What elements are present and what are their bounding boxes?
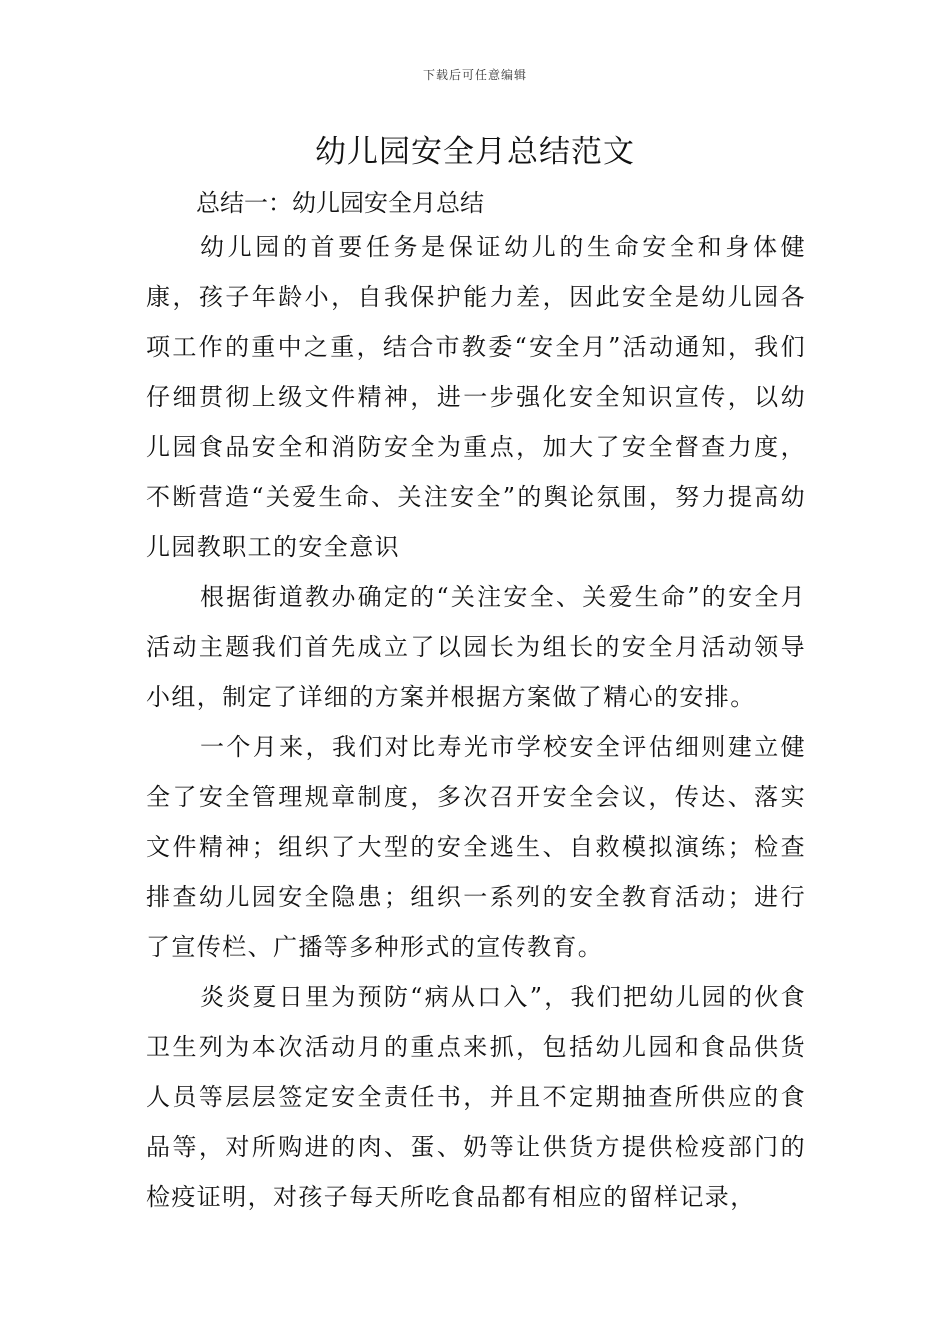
paragraph: 炎炎夏日里为预防“病从口入”，我们把幼儿园的伙食卫生列为本次活动月的重点来抓，包括幼儿园和食品供货人员等层层签定安全责任书，并且不定期抽查所供应的食品等，对所购进的肉、蛋、奶等让供货方提供检疫部门的检疫证明，对孩子每天所吃食品都有相应的留样记录， <box>146 983 806 1211</box>
section-heading: 总结一：幼儿园安全月总结 <box>196 189 484 217</box>
paragraph: 幼儿园的首要任务是保证幼儿的生命安全和身体健康，孩子年龄小，自我保护能力差，因此安全是幼儿园各项工作的重中之重，结合市教委“安全月”活动通知，我们仔细贯彻上级文件精神，进一步强化安全知识宣传，以幼儿园食品安全和消防安全为重点，加大了安全督查力度，不断营造“关爱生命、关注安全”的舆论氛围，努力提高幼儿园教职工的安全意识 <box>146 233 806 561</box>
paragraph: 根据街道教办确定的“关注安全、关爱生命”的安全月活动主题我们首先成立了以园长为组长的安全月活动领导小组，制定了详细的方案并根据方案做了精心的安排。 <box>146 583 806 711</box>
paragraph: 一个月来，我们对比寿光市学校安全评估细则建立健全了安全管理规章制度，多次召开安全会议，传达、落实文件精神；组织了大型的安全逃生、自救模拟演练；检查排查幼儿园安全隐患；组织一系列的安全教育活动；进行了宣传栏、广播等多种形式的宣传教育。 <box>146 733 806 961</box>
document-body <box>146 222 806 1222</box>
document-title: 幼儿园安全月总结范文 <box>315 134 635 170</box>
header-note: 下载后可任意编辑 <box>422 68 527 82</box>
